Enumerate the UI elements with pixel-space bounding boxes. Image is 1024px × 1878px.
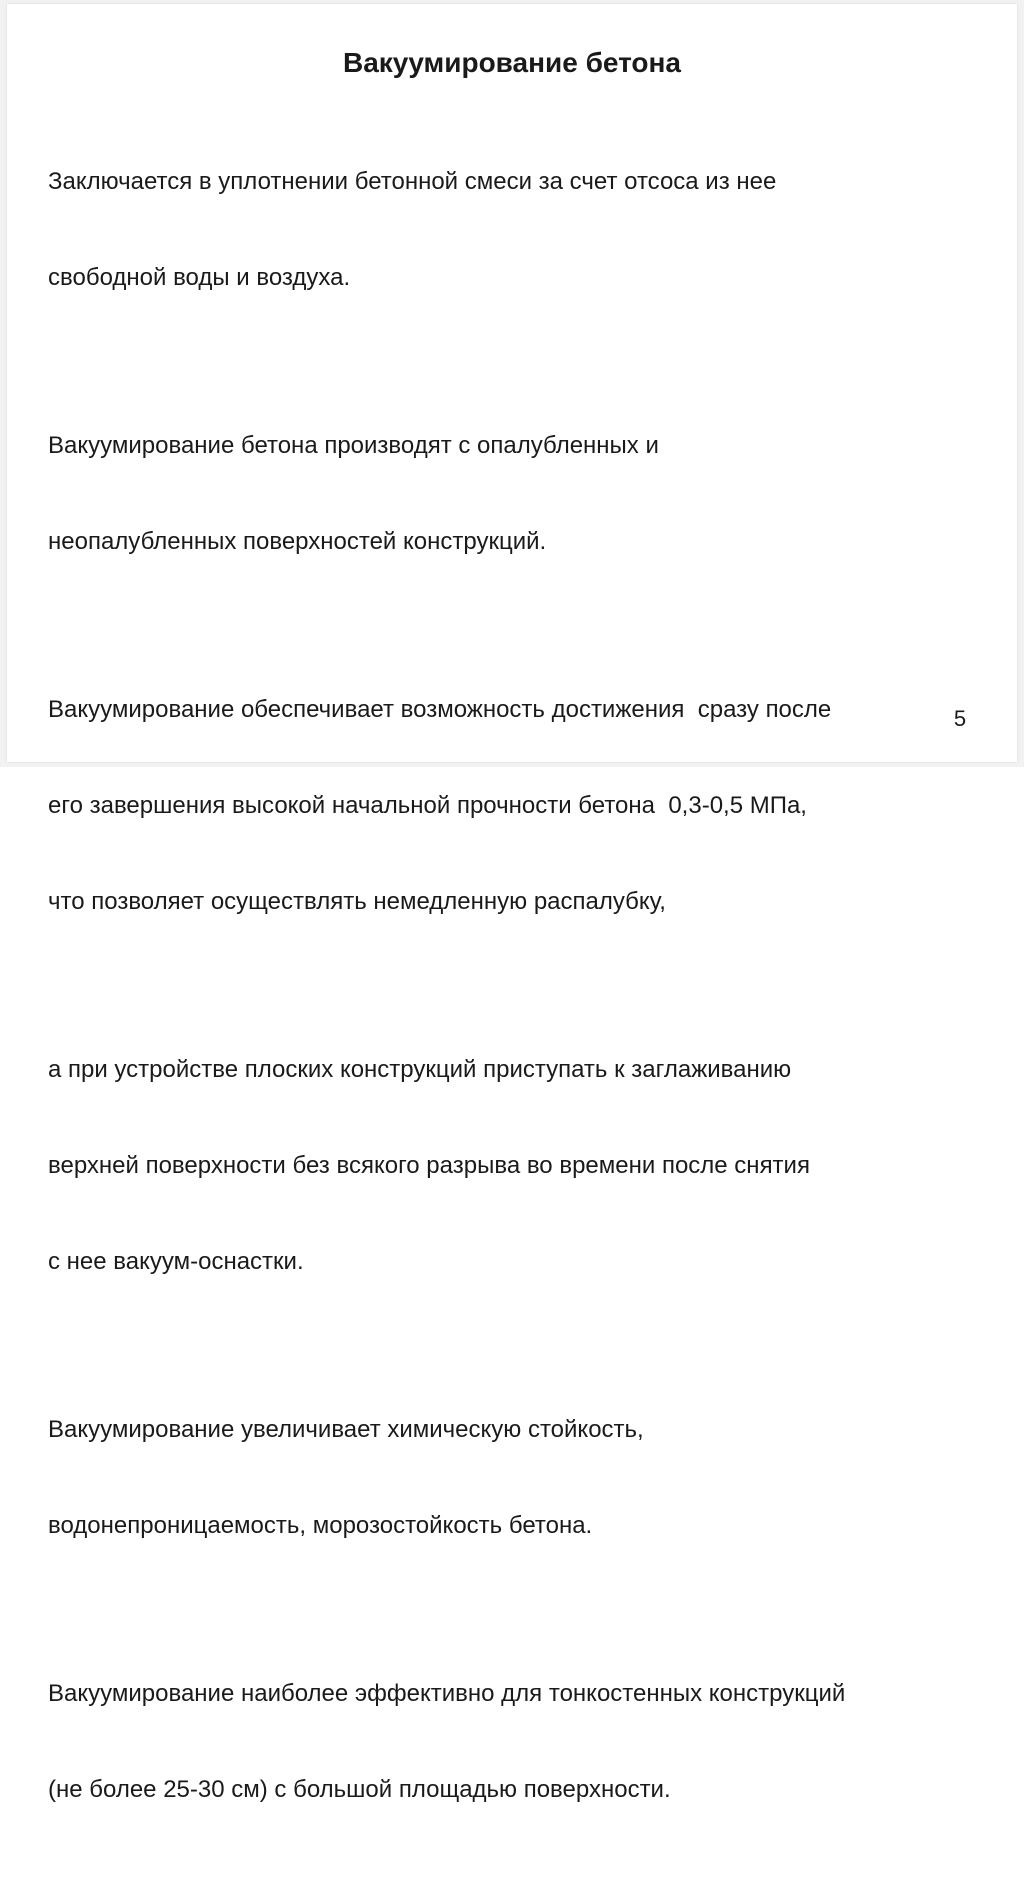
paragraph-line: что позволяет осуществлять немедленную распалубку, (48, 888, 666, 915)
paragraph-3 (48, 630, 998, 982)
paragraph-4 (48, 990, 998, 1342)
paragraph-line: верхней поверхности без всякого разрыва во времени после снятия (48, 1152, 810, 1179)
paragraph-line: неопалубленных поверхностей конструкций. (48, 528, 547, 555)
paragraph-line: его завершения высокой начальной прочности бетона 0,3-0,5 МПа, (48, 792, 807, 819)
paragraph-line: Вакуумирование наиболее эффективно для тонкостенных конструкций (48, 1680, 846, 1707)
paragraph-line: Вакуумирование бетона производят с опалубленных и (48, 432, 659, 459)
paragraph-line: Вакуумирование увеличивает химическую стойкость, (48, 1416, 644, 1443)
slide-title: Вакуумирование бетона (342, 47, 682, 78)
paragraph-line: Заключается в уплотнении бетонной смеси за счет отсоса из нее (48, 168, 777, 195)
paragraph-line: свободной воды и воздуха. (48, 264, 351, 291)
paragraph-line: а при устройстве плоских конструкций приступать к заглаживанию (48, 1056, 792, 1083)
paragraph-1 (48, 102, 998, 358)
paragraph-line: водонепроницаемость, морозостойкость бетона. (48, 1512, 593, 1539)
paragraph-line: (не более 25-30 см) с большой площадью поверхности. (48, 1776, 671, 1803)
paragraph-line: с нее вакуум-оснастки. (48, 1248, 304, 1275)
paragraph-6 (48, 1614, 998, 1870)
slide-body (48, 102, 998, 1878)
paragraph-line: Вакуумирование обеспечивает возможность достижения сразу после (48, 696, 832, 723)
paragraph-2 (48, 366, 998, 622)
paragraph-5 (48, 1350, 998, 1606)
page-number: 5 (953, 706, 967, 731)
